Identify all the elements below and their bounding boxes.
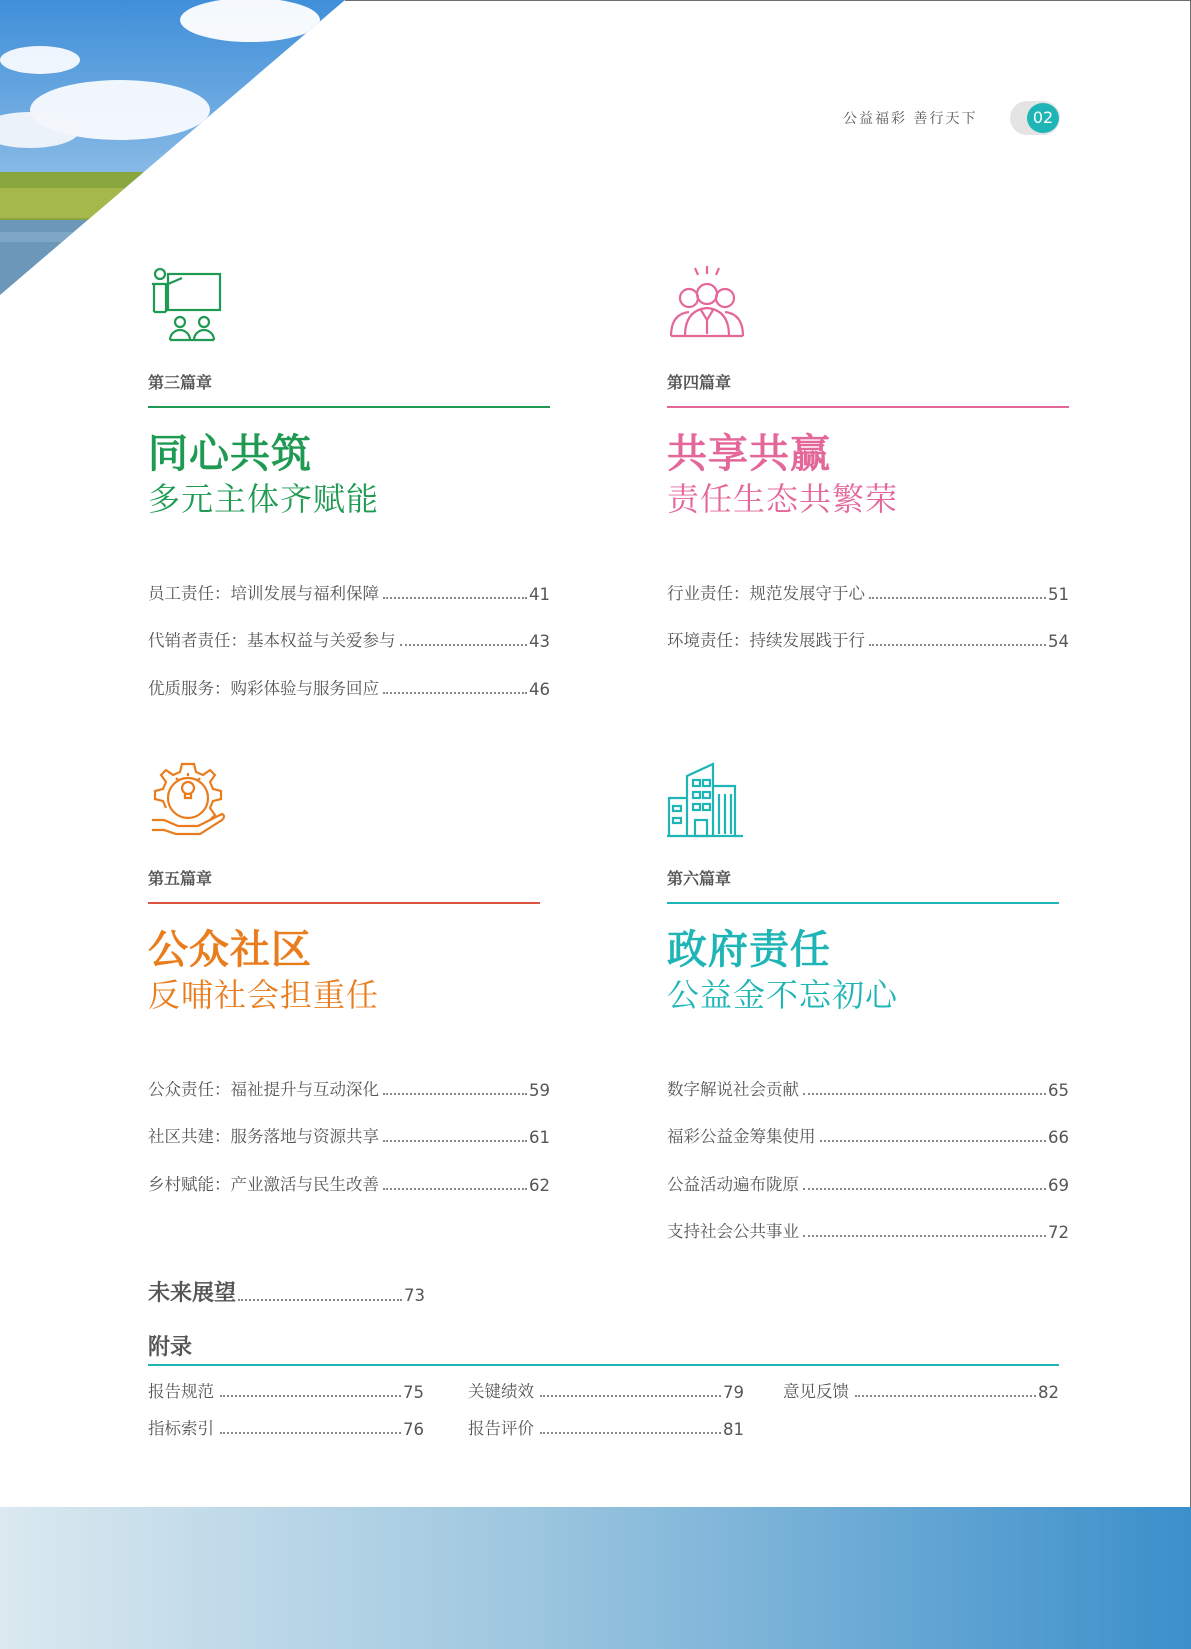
future-page: 73 <box>404 1286 425 1305</box>
gear-idea-icon <box>148 760 228 840</box>
section-rule <box>148 406 550 408</box>
future-label: 未来展望 <box>148 1281 237 1306</box>
toc-item-label: 乡村赋能：产业激活与民生改善 <box>148 1174 379 1194</box>
appendix-rule <box>148 1364 1059 1366</box>
appendix-item-page: 79 <box>723 1383 744 1402</box>
page-top-border <box>345 0 1191 1</box>
toc-item-page: 72 <box>1048 1223 1069 1242</box>
toc-list <box>667 556 1069 651</box>
section-subtitle: 公益金不忘初心 <box>667 976 899 1014</box>
dot-leader <box>820 1139 1047 1142</box>
toc-item-label: 社区共建：服务落地与资源共享 <box>148 1127 379 1146</box>
appendix-title: 附录 <box>148 1335 193 1360</box>
appendix-item[interactable] <box>468 1415 744 1439</box>
section-rule <box>667 406 1069 408</box>
dot-leader <box>383 1092 527 1095</box>
toc-item-label: 代销者责任：基本权益与关爱参与 <box>148 631 396 650</box>
toc-item-page: 54 <box>1048 632 1069 651</box>
dot-leader <box>869 643 1046 646</box>
toc-item-page: 62 <box>529 1175 550 1195</box>
appendix-item-label: 指标索引 <box>148 1419 214 1438</box>
appendix-item[interactable] <box>148 1415 424 1439</box>
toc-item-label: 公益活动遍布陇原 <box>667 1174 799 1194</box>
toc-item-page: 61 <box>529 1128 550 1147</box>
page-number: 02 <box>1027 103 1059 133</box>
toc-item-future[interactable] <box>148 1276 425 1307</box>
toc-item-page: 46 <box>529 679 550 699</box>
dot-leader <box>383 1139 527 1142</box>
dot-leader <box>238 1299 402 1301</box>
dot-leader <box>803 1234 1046 1237</box>
dot-leader <box>803 1092 1046 1095</box>
toc-item-page: 43 <box>529 632 550 651</box>
toc-item[interactable] <box>148 651 550 699</box>
toc-item-label: 公众责任：福祉提升与互动深化 <box>148 1079 379 1099</box>
toc-item[interactable] <box>667 1195 1069 1243</box>
chapter-label: 第五篇章 <box>148 869 213 888</box>
dot-leader <box>400 643 528 646</box>
section-subtitle: 反哺社会担重任 <box>148 976 380 1014</box>
appendix-item-label: 报告评价 <box>468 1419 534 1438</box>
appendix-item-label: 报告规范 <box>148 1382 214 1401</box>
section-subtitle: 多元主体齐赋能 <box>148 480 380 518</box>
appendix-item-page: 81 <box>723 1420 744 1439</box>
toc-item[interactable] <box>148 1100 550 1148</box>
chapter-label: 第六篇章 <box>667 869 732 888</box>
appendix-item-page: 75 <box>403 1383 424 1402</box>
toc-item[interactable] <box>667 556 1069 604</box>
toc-list <box>148 1052 550 1195</box>
section-rule <box>667 902 1059 904</box>
toc-item-page: 51 <box>1048 584 1069 604</box>
toc-list <box>667 1052 1069 1242</box>
appendix-item[interactable] <box>783 1378 1059 1402</box>
toc-item-label: 福彩公益金筹集使用 <box>667 1127 816 1146</box>
appendix-item-page: 82 <box>1038 1383 1059 1402</box>
dot-leader <box>383 1187 527 1190</box>
toc-item-page: 65 <box>1048 1080 1069 1100</box>
section-title: 政府责任 <box>667 927 831 973</box>
dot-leader <box>383 596 527 599</box>
toc-item-page: 66 <box>1048 1128 1069 1147</box>
toc-item[interactable] <box>148 556 550 604</box>
header-slogan: 公益福彩 善行天下 <box>843 111 978 127</box>
toc-item[interactable] <box>667 1100 1069 1148</box>
toc-item[interactable] <box>148 604 550 652</box>
toc-list <box>148 556 550 699</box>
dot-leader <box>869 596 1046 599</box>
toc-item[interactable] <box>667 1052 1069 1100</box>
chapter-label: 第三篇章 <box>148 373 213 392</box>
appendix-item-label: 意见反馈 <box>783 1382 849 1401</box>
section-subtitle: 责任生态共繁荣 <box>667 480 899 518</box>
dot-leader <box>220 1395 401 1397</box>
presentation-icon <box>148 264 228 344</box>
toc-item-label: 支持社会公共事业 <box>667 1222 799 1241</box>
building-icon <box>667 760 747 840</box>
toc-item-label: 环境责任：持续发展践于行 <box>667 631 865 650</box>
appendix-item[interactable] <box>148 1378 424 1402</box>
chapter-label: 第四篇章 <box>667 373 732 392</box>
toc-item-label: 优质服务：购彩体验与服务回应 <box>148 678 379 698</box>
toc-item-label: 员工责任：培训发展与福利保障 <box>148 583 379 603</box>
appendix-item-page: 76 <box>403 1420 424 1439</box>
dot-leader <box>540 1432 721 1434</box>
bottom-gradient-band <box>0 1507 1191 1649</box>
dot-leader <box>220 1432 401 1434</box>
appendix-item[interactable] <box>468 1378 744 1402</box>
section-title: 同心共筑 <box>148 431 312 477</box>
landscape-corner-image <box>0 0 360 300</box>
toc-item-label: 行业责任：规范发展守于心 <box>667 583 865 603</box>
toc-item[interactable] <box>148 1052 550 1100</box>
toc-item[interactable] <box>667 1147 1069 1195</box>
dot-leader <box>383 691 527 694</box>
dot-leader <box>540 1395 721 1397</box>
toc-item-page: 69 <box>1048 1175 1069 1195</box>
toc-item-label: 数字解说社会贡献 <box>667 1079 799 1099</box>
toc-item-page: 41 <box>529 584 550 604</box>
dot-leader <box>803 1187 1046 1190</box>
team-icon <box>667 264 747 344</box>
section-title: 共享共赢 <box>667 431 831 477</box>
toc-item[interactable] <box>667 604 1069 652</box>
section-title: 公众社区 <box>148 927 312 973</box>
toc-item-page: 59 <box>529 1080 550 1100</box>
toc-item[interactable] <box>148 1147 550 1195</box>
dot-leader <box>855 1395 1036 1397</box>
section-rule <box>148 902 540 904</box>
appendix-item-label: 关键绩效 <box>468 1382 534 1401</box>
